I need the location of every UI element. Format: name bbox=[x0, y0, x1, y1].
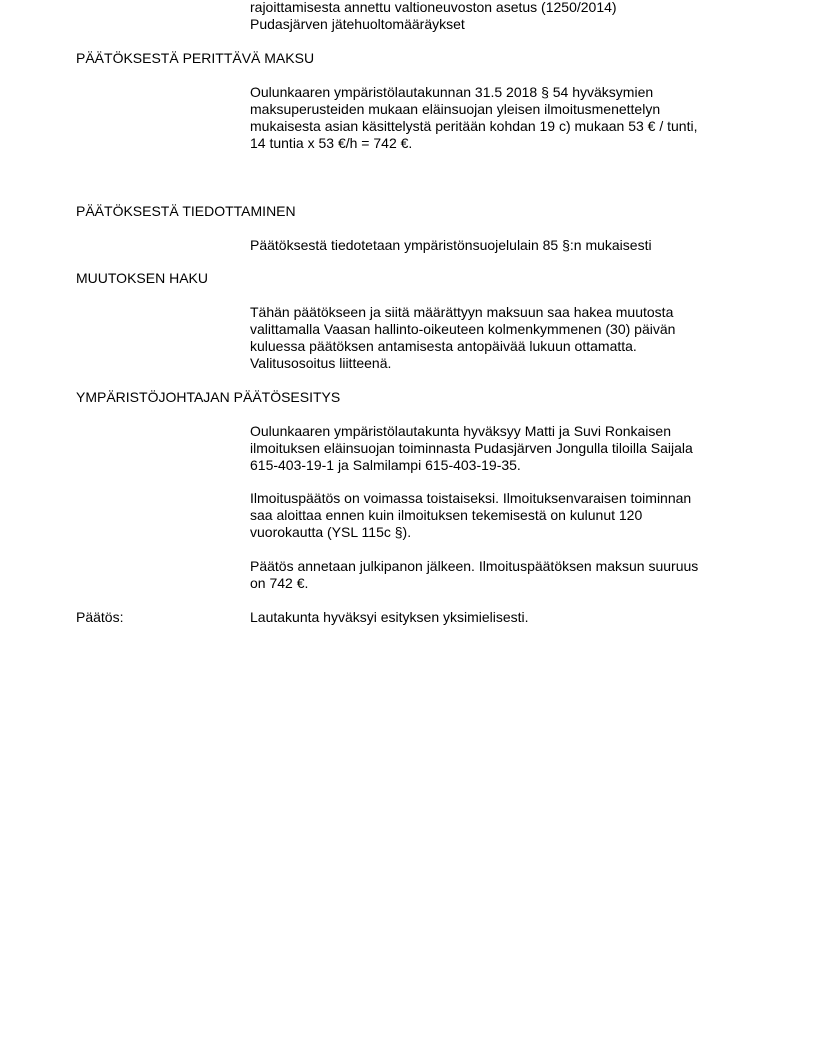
text-line: Tähän päätökseen ja siitä määrättyyn maksuun saa hakea muutosta bbox=[250, 304, 674, 320]
text-line: Oulunkaaren ympäristölautakunnan 31.5 2018 § 54 hyväksymien bbox=[250, 84, 654, 100]
text-line: Valitusosoitus liitteenä. bbox=[250, 355, 392, 371]
text-line: 14 tuntia x 53 €/h = 742 €. bbox=[250, 135, 413, 151]
text-line: kuluessa päätöksen antamisesta antopäivää lukuun ottamatta. bbox=[250, 338, 637, 354]
muutoksenhaku-paragraph bbox=[250, 304, 740, 372]
text-line: Oulunkaaren ympäristölautakunta hyväksyy Matti ja Suvi Ronkaisen bbox=[250, 423, 671, 439]
text-line: Ilmoituspäätös on voimassa toistaiseksi. Ilmoituksenvaraisen toiminnan bbox=[250, 490, 692, 506]
decision-text: Lautakunta hyväksyi esityksen yksimielisesti. bbox=[250, 609, 529, 625]
text-line: on 742 €. bbox=[250, 575, 309, 591]
section-heading-esitys: YMPÄRISTÖJOHTAJAN PÄÄTÖSESITYS bbox=[76, 389, 341, 405]
section-heading-tiedottaminen: PÄÄTÖKSESTÄ TIEDOTTAMINEN bbox=[76, 203, 296, 219]
text-line: vuorokautta (YSL 115c §). bbox=[250, 524, 412, 540]
text-line: Päätöksestä tiedotetaan ympäristönsuojelulain 85 §:n mukaisesti bbox=[250, 237, 652, 253]
top-continuation-text bbox=[250, 0, 750, 33]
esitys-paragraph-3 bbox=[250, 558, 740, 592]
maksu-paragraph bbox=[250, 84, 740, 152]
text-line: Päätös annetaan julkipanon jälkeen. Ilmoituspäätöksen maksun suuruus bbox=[250, 558, 699, 574]
esitys-paragraph-2 bbox=[250, 490, 740, 541]
text-line: mukaisesta asian käsittelystä peritään kohdan 19 c) mukaan 53 € / tunti, bbox=[250, 118, 698, 134]
text-line: saa aloittaa ennen kuin ilmoituksen tekemisestä on kulunut 120 bbox=[250, 507, 643, 523]
tiedottaminen-paragraph bbox=[250, 237, 740, 254]
text-line: Pudasjärven jätehuoltomääräykset bbox=[250, 16, 465, 32]
text-line: 615-403-19-1 ja Salmilampi 615-403-19-35. bbox=[250, 457, 521, 473]
text-line: ilmoituksen eläinsuojan toiminnasta Pudasjärven Jongulla tiloilla Saijala bbox=[250, 440, 693, 456]
decision-label: Päätös: bbox=[76, 609, 124, 625]
section-heading-muutoksenhaku: MUUTOKSEN HAKU bbox=[76, 270, 208, 286]
text-line: valittamalla Vaasan hallinto-oikeuteen kolmenkymmenen (30) päivän bbox=[250, 321, 676, 337]
section-heading-maksu: PÄÄTÖKSESTÄ PERITTÄVÄ MAKSU bbox=[76, 50, 315, 66]
esitys-paragraph-1 bbox=[250, 423, 740, 474]
text-line: rajoittamisesta annettu valtioneuvoston asetus (1250/2014) bbox=[250, 0, 617, 15]
text-line: maksuperusteiden mukaan eläinsuojan yleisen ilmoitusmenettelyn bbox=[250, 101, 661, 117]
